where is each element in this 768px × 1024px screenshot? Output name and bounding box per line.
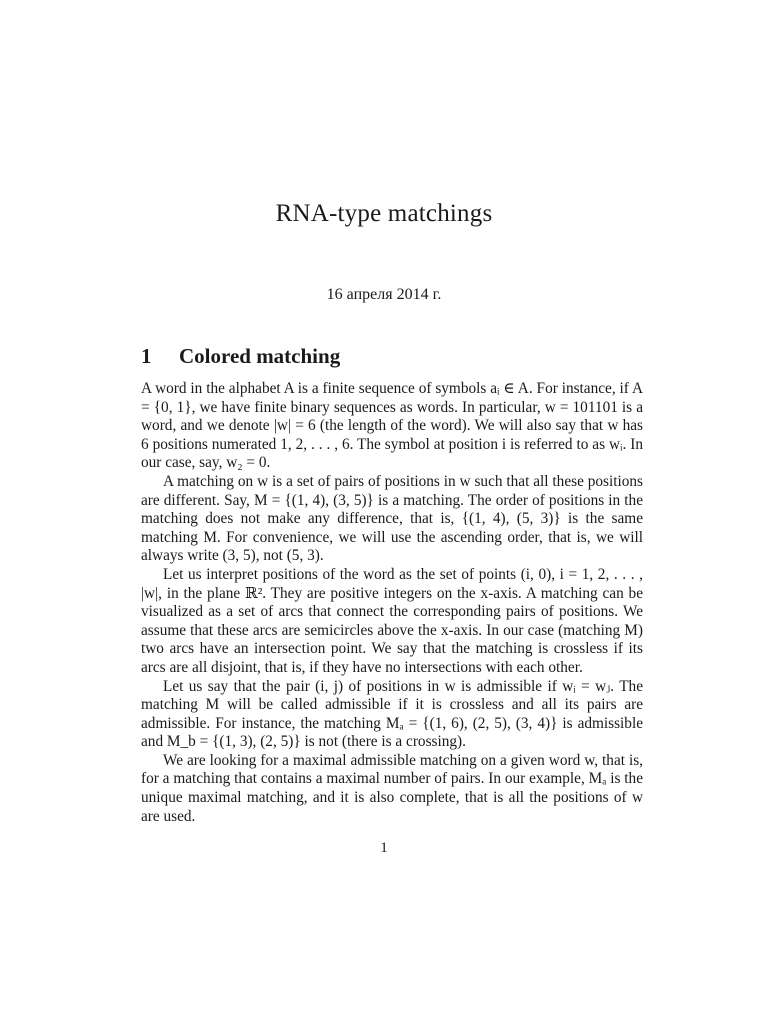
paragraph-1: A word in the alphabet A is a finite sequence of symbols aᵢ ∈ A. For instance, if A = {0, 1}, we have finite binary sequences as words. In particular, w = 101101 is a word, and we denote |w| = 6 (the length of the word). We will also say that w has 6 positions numerated 1, 2, . . . , 6. The symbol at position i is referred to as wᵢ. In our case, say, w₂ = 0.	[141, 380, 643, 472]
paragraph-4: Let us say that the pair (i, j) of positions in w is admissible if wᵢ = wⱼ. The matching M will be called admissible if it is crossless and all its pairs are admissible. For instance, the matching Mₐ = {(1, 6), (2, 5), (3, 4)} is admissible and M_b = {(1, 3), (2, 5)} is not (there is a crossing).	[141, 677, 643, 751]
section-title: Colored matching	[179, 344, 341, 368]
paragraph-2: A matching on w is a set of pairs of positions in w such that all these positions are different. Say, M = {(1, 4), (3, 5)} is a matching. The order of positions in the matching does not make any difference, that is, {(1, 4), (5, 3)} is the same matching M. For convenience, we will use the ascending order, that is, we will always write (3, 5), not (5, 3).	[141, 472, 643, 565]
document-date: 16 апреля 2014 г.	[326, 286, 442, 303]
page-number: 1	[380, 840, 388, 856]
section-number: 1	[141, 344, 152, 368]
document-title: RNA-type matchings	[275, 200, 493, 227]
section-body	[141, 380, 643, 826]
paragraph-3: Let us interpret positions of the word as the set of points (i, 0), i = 1, 2, . . . , |w|, in the plane ℝ². They are positive integers on the x-axis. A matching can be visualized as a set of arcs that connect the corresponding pairs of positions. We assume that these arcs are semicircles above the x-axis. In our case (matching M) two arcs have an intersection point. We say that the matching is crossless if its arcs are all disjoint, that is, if they have no intersections with each other.	[141, 565, 643, 676]
paragraph-5: We are looking for a maximal admissible matching on a given word w, that is, for a matching that contains a maximal number of pairs. In our example, Mₐ is the unique maximal matching, and it is also complete, that is all the positions of w are used.	[141, 751, 643, 825]
section-heading	[141, 344, 340, 369]
